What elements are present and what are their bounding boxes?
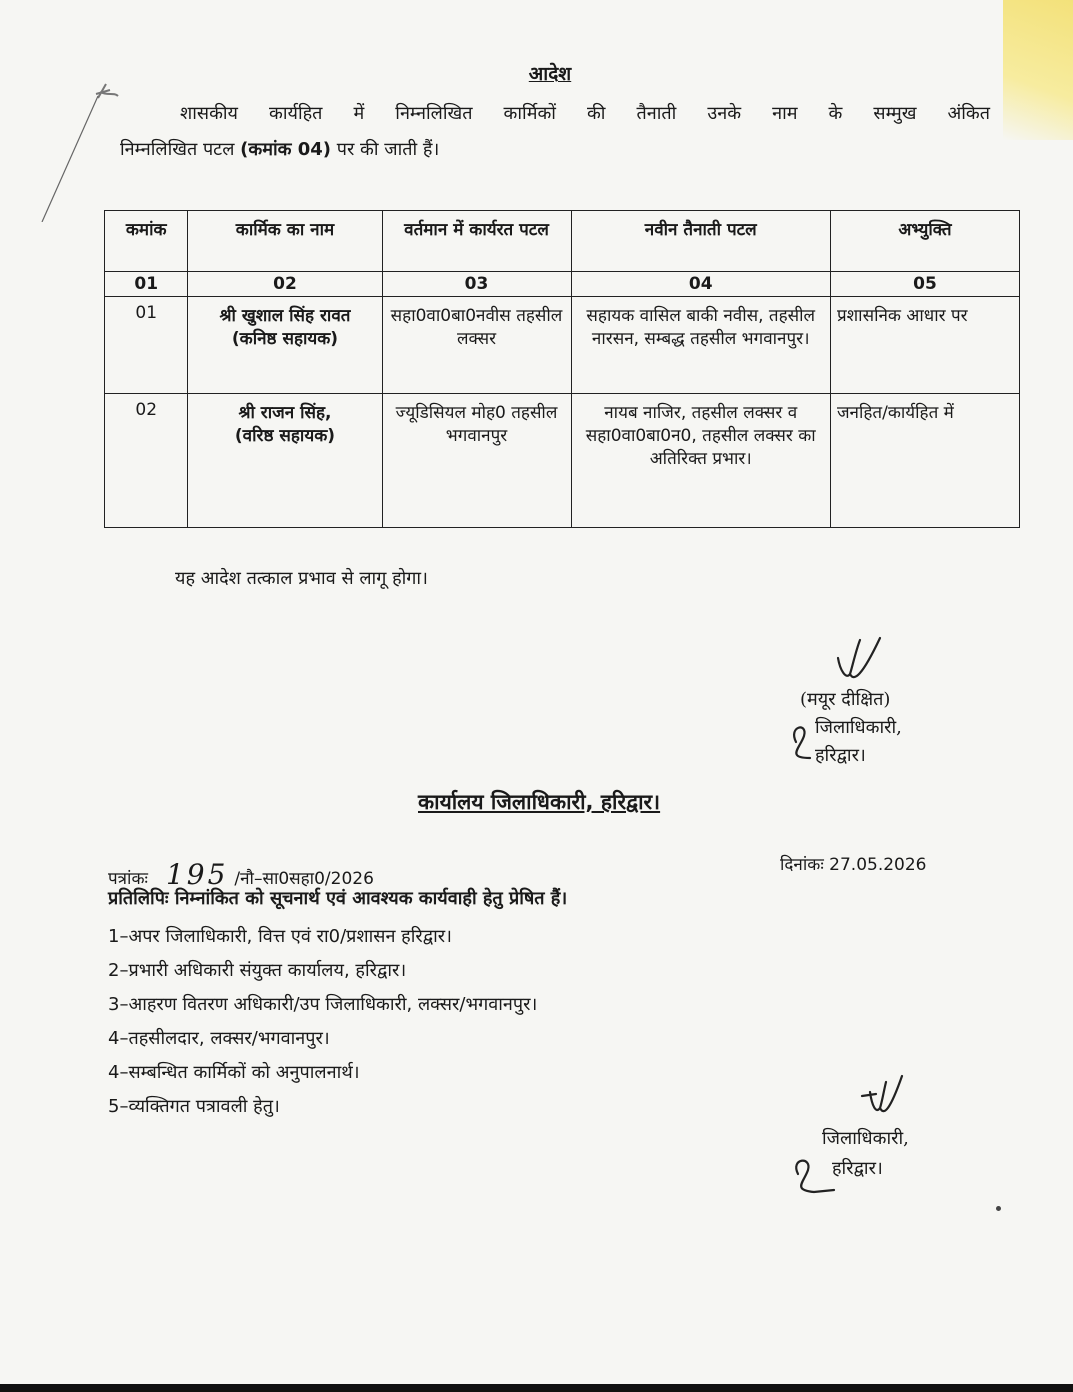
list-item: 3–आहरण वितरण अधिकारी/उप जिलाधिकारी, लक्सर/भगवानपुर। [108, 994, 538, 1015]
row-employee [188, 297, 382, 394]
intro-line-2-pre: निम्नलिखित पटल [120, 139, 241, 160]
row-new-post: सहायक वासिल बाकी नवीस, तहसील नारसन, सम्बद्ध तहसील भगवानपुर। [571, 297, 830, 394]
ink-dot [996, 1206, 1001, 1211]
document-date: दिनांकः 27.05.2026 [780, 855, 927, 875]
row-remark: प्रशासनिक आधार पर [830, 297, 1019, 394]
list-item: 1–अपर जिलाधिकारी, वित्त एवं रा0/प्रशासन हरिद्वार। [108, 926, 452, 947]
row-remark: जनहित/कार्यहित में [830, 393, 1019, 527]
intro-paragraph [120, 96, 990, 168]
header-current-post: वर्तमान में कार्यरत पटल [382, 211, 571, 272]
intro-line-2-bold: (कमांक 04) [240, 139, 332, 160]
reference-number-handwritten: 195 [165, 858, 229, 891]
row-serial: 01 [105, 297, 188, 394]
row-current-post: सहा0वा0बा0नवीस तहसील लक्सर [382, 297, 571, 394]
row-new-post: नायब नाजिर, तहसील लक्सर व सहा0वा0बा0न0, तहसील लक्सर का अतिरिक्त प्रभार। [571, 393, 830, 527]
posting-table [104, 210, 1020, 528]
column-number: 04 [571, 272, 830, 297]
signature-block-1 [790, 630, 970, 780]
row-current-post: ज्यूडिसियल मोह0 तहसील भगवानपुर [382, 393, 571, 527]
list-item: 2–प्रभारी अधिकारी संयुक्त कार्यालय, हरिद्वार। [108, 960, 407, 981]
column-number: 01 [105, 272, 188, 297]
list-item: 4–सम्बन्धित कार्मिकों को अनुपालनार्थ। [108, 1062, 360, 1083]
employee-name: श्री राजन सिंह, [238, 402, 332, 423]
reference-suffix: /नौ–सा0सहा0/2026 [234, 869, 374, 889]
list-item: 4–तहसीलदार, लक्सर/भगवानपुर। [108, 1028, 330, 1049]
signature-block-2 [790, 1072, 970, 1202]
signature-1-text [800, 686, 902, 770]
copy-list [108, 920, 537, 1124]
signatory-place: हरिद्वार। [815, 745, 866, 766]
order-title: आदेश [528, 63, 572, 85]
row-serial: 02 [105, 393, 188, 527]
table-header-row [105, 211, 1020, 272]
column-number: 03 [382, 272, 571, 297]
list-item: 5–व्यक्तिगत पत्रावली हेतु। [108, 1096, 280, 1117]
signatory-designation: जिलाधिकारी, [815, 717, 902, 738]
page-bottom-edge [0, 1384, 1073, 1392]
effect-statement: यह आदेश तत्काल प्रभाव से लागू होगा। [175, 568, 428, 589]
table-row [105, 297, 1020, 394]
signatory-designation: जिलाधिकारी, [822, 1128, 909, 1149]
signature-2-text [822, 1124, 909, 1184]
header-remark: अभ्युक्ति [830, 211, 1019, 272]
employee-designation: (वरिष्ठ सहायक) [234, 425, 336, 446]
table-row [105, 393, 1020, 527]
copy-heading: प्रतिलिपिः निम्नांकित को सूचनार्थ एवं आवश्यक कार्यवाही हेतु प्रेषित हैं। [108, 888, 568, 909]
reference-label: पत्रांकः [108, 869, 148, 889]
signatory-name: (मयूर दीक्षित) [800, 689, 891, 710]
employee-name: श्री खुशाल सिंह रावत [219, 306, 351, 326]
office-heading: कार्यालय जिलाधिकारी, हरिद्वार। [418, 790, 661, 814]
employee-designation: (कनिष्ठ सहायक) [231, 329, 339, 349]
header-name: कार्मिक का नाम [188, 211, 382, 272]
intro-line-1: शासकीय कार्यहित में निम्नलिखित कार्मिकों की तैनाती उनके नाम के सम्मुख अंकित [180, 103, 990, 124]
column-number-row [105, 272, 1020, 297]
header-new-post: नवीन तैनाती पटल [571, 211, 830, 272]
column-number: 05 [830, 272, 1019, 297]
column-number: 02 [188, 272, 382, 297]
signatory-place: हरिद्वार। [832, 1158, 883, 1179]
row-employee [188, 393, 382, 527]
header-serial: कमांक [105, 211, 188, 272]
intro-line-2-post: पर की जाती हैं। [331, 139, 440, 160]
